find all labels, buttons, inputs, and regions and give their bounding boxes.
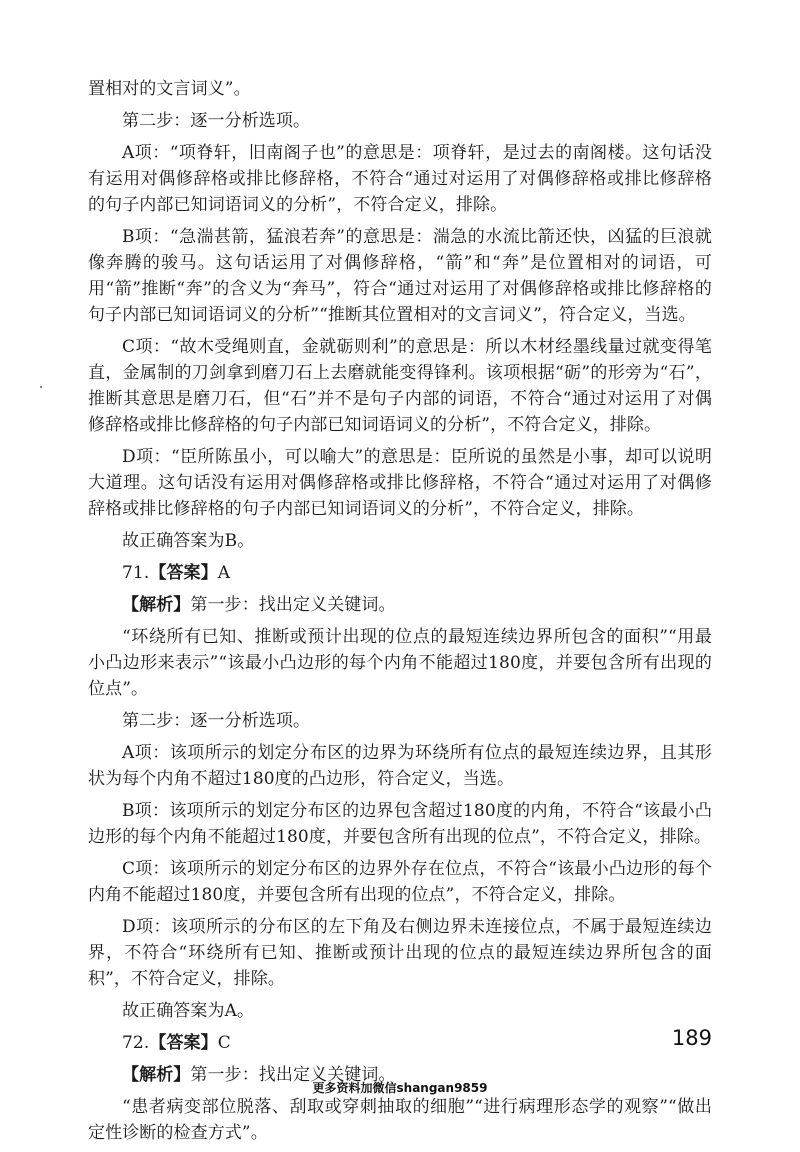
question-number: 71. [122, 563, 150, 583]
paragraph: C项：“故木受绳则直，金就砺则利”的意思是：所以木材经墨线量过就变得笔直，金属制的刀剑拿到磨刀石上去磨就能变得锋利。该项根据“砺”的形旁为“石”，推断其意思是磨刀石，但“石”并不是句子内部的词语，不符合“通过对运用了对偶修辞格或排比修辞格的句子内部已知词语词义的分析”，不符合定义，排除。 [88, 337, 712, 435]
question-number: 72. [122, 1033, 150, 1053]
footer-note: 更多资料加微信shangan9859 [312, 1081, 488, 1095]
analysis-label: 【解析】 [122, 1065, 191, 1085]
document-body [88, 76, 712, 1152]
paragraph: D项：该项所示的分布区的左下角及右侧边界未连接位点，不属于最短连续边界，不符合“环绕所有已知、推断或预计出现的位点的最短连续边界所包含的面积”，不符合定义，排除。 [88, 917, 712, 989]
paragraph: 第二步：逐一分析选项。 [122, 111, 311, 131]
paragraph: “患者病变部位脱落、刮取或穿刺抽取的细胞”“进行病理形态学的观察”“做出定性诊断的检查方式”。 [88, 1097, 712, 1143]
paragraph: A项：“项脊轩，旧南阁子也”的意思是：项脊轩，是过去的南阁楼。这句话没有运用对偶修辞格或排比修辞格，不符合“通过对运用了对偶修辞格或排比修辞格的句子内部已知词语词义的分析”，不符合定义，排除。 [88, 143, 712, 215]
paragraph: 置相对的文言词义”。 [88, 79, 251, 99]
analysis-text: 第一步：找出定义关键词。 [190, 595, 396, 615]
paragraph: C项：该项所示的划定分布区的边界外存在位点，不符合“该最小凸边形的每个内角不能超过180度，并要包含所有出现的位点”，不符合定义，排除。 [88, 859, 712, 905]
analysis-text: 第一步：找出定义关键词。 [190, 1065, 396, 1085]
analysis-line-71 [88, 592, 712, 618]
answer-label: 【答案】 [149, 563, 218, 583]
answer-line-71 [88, 560, 712, 586]
analysis-label: 【解析】 [122, 595, 191, 615]
paragraph: “环绕所有已知、推断或预计出现的位点的最短连续边界所包含的面积”“用最小凸边形来表示”“该最小凸边形的每个内角不能超过180度，并要包含所有出现的位点”。 [88, 627, 712, 699]
paragraph: 故正确答案为A。 [122, 1001, 255, 1021]
paragraph: D项：“臣所陈虽小，可以喻大”的意思是：臣所说的虽然是小事，却可以说明大道理。这句话没有运用对偶修辞格或排比修辞格，不符合“通过对运用了对偶修辞格或排比修辞格的句子内部已知词语词义的分析”，不符合定义，排除。 [88, 447, 712, 519]
page-number: 189 [671, 1026, 712, 1050]
answer-label: 【答案】 [149, 1033, 218, 1053]
answer-value: C [217, 1033, 231, 1053]
answer-line-72 [88, 1030, 712, 1056]
paragraph: 第二步：逐一分析选项。 [122, 711, 311, 731]
scan-artifact [40, 386, 42, 388]
paragraph: 故正确答案为B。 [122, 531, 255, 551]
paragraph: B项：该项所示的划定分布区的边界包含超过180度的内角，不符合“该最小凸边形的每个内角不能超过180度，并要包含所有出现的位点”，不符合定义，排除。 [88, 801, 712, 847]
answer-value: A [217, 563, 231, 583]
paragraph: A项：该项所示的划定分布区的边界为环绕所有位点的最短连续边界，且其形状为每个内角不超过180度的凸边形，符合定义，当选。 [88, 743, 712, 789]
paragraph: B项：“急湍甚箭，猛浪若奔”的意思是：湍急的水流比箭还快，凶猛的巨浪就像奔腾的骏马。这句话运用了对偶修辞格，“箭”和“奔”是位置相对的词语，可用“箭”推断“奔”的含义为“奔马”，符合“通过对运用了对偶修辞格或排比修辞格的句子内部已知词语词义的分析”“推断其位置相对的文言词义”，符合定义，当选。 [88, 227, 712, 325]
